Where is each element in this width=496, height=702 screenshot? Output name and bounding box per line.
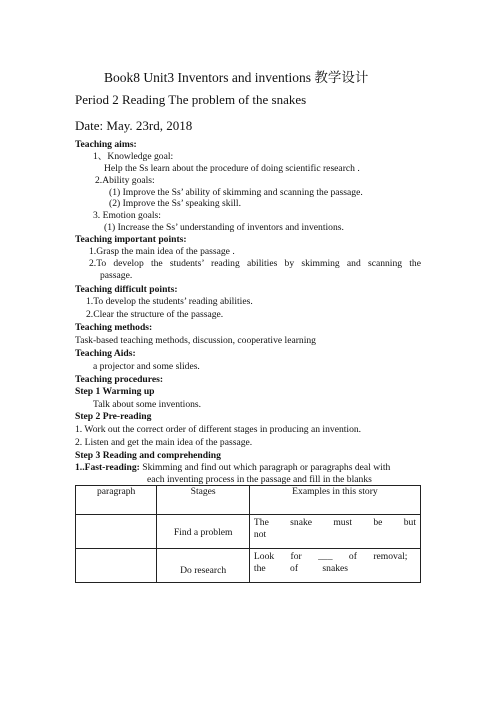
cell-stage: [157, 515, 250, 549]
aims-knowledge-text: Help the Ss learn about the procedure of doing scientific research .: [104, 163, 360, 174]
step2-item-2: 2. Listen and get the main idea of the passage.: [75, 437, 253, 448]
example-line-2: the of snakes: [253, 563, 348, 574]
fast-reading-line: [75, 462, 390, 474]
table-header-row: [76, 486, 421, 515]
fast-reading-text-2: each inventing process in the passage and fill in the blanks: [147, 474, 372, 485]
cell-stage: [157, 549, 250, 583]
aims-knowledge-goal: 1、Knowledge goal:: [93, 151, 174, 162]
example-line-1: The snake must be but: [253, 517, 416, 528]
example-line-2: not: [253, 529, 267, 540]
cell-example: [249, 515, 420, 549]
cell-paragraph[interactable]: [76, 549, 157, 583]
stage-label: Find a problem: [173, 527, 233, 538]
aims-ability-1: (1) Improve the Ss’ ability of skimming and scanning the passage.: [109, 187, 363, 198]
cell-example: [249, 549, 420, 583]
period-line: Period 2 Reading The problem of the snakes: [75, 92, 307, 107]
methods-heading: Teaching methods:: [75, 322, 153, 333]
table-row: [76, 549, 421, 583]
header-paragraph: paragraph: [76, 486, 157, 515]
difficult-point-1: 1.To develop the students’ reading abilities.: [86, 296, 253, 307]
procedures-heading: Teaching procedures:: [75, 374, 164, 385]
aids-text: a projector and some slides.: [93, 361, 200, 372]
step3-heading: Step 3 Reading and comprehending: [75, 450, 221, 461]
table-row: [76, 515, 421, 549]
important-heading: Teaching important points:: [75, 234, 187, 245]
date-line: Date: May. 23rd, 2018: [75, 118, 193, 133]
aims-ability-2: (2) Improve the Ss’ speaking skill.: [109, 198, 241, 209]
methods-text: Task-based teaching methods, discussion, cooperative learning: [75, 335, 316, 346]
fast-reading-text: Skimming and find out which paragraph or paragraphs deal with: [139, 462, 391, 473]
aims-ability-goals: 2.Ability goals:: [95, 175, 155, 186]
difficult-point-2: 2.Clear the structure of the passage.: [86, 309, 224, 320]
fast-reading-label: 1..Fast-reading:: [75, 462, 140, 473]
important-point-1: 1.Grasp the main idea of the passage .: [89, 246, 235, 257]
step1-heading: Step 1 Warming up: [75, 386, 155, 397]
document-title: Book8 Unit3 Inventors and inventions 教学设计: [104, 70, 369, 85]
aims-emotion-1: (1) Increase the Ss’ understanding of inventors and inventions.: [104, 222, 344, 233]
aims-heading: Teaching aims:: [75, 139, 137, 150]
stages-table: [75, 485, 421, 583]
aims-emotion-goals: 3. Emotion goals:: [93, 210, 161, 221]
aids-heading: Teaching Aids:: [75, 348, 136, 359]
cell-paragraph[interactable]: [76, 515, 157, 549]
important-point-2-cont: passage.: [100, 270, 133, 281]
step2-item-1: 1. Work out the correct order of different stages in producing an invention.: [75, 424, 362, 435]
header-examples: Examples in this story: [249, 486, 420, 515]
step1-text: Talk about some inventions.: [93, 399, 202, 410]
difficult-heading: Teaching difficult points:: [75, 284, 178, 295]
stage-label: Do research: [180, 565, 227, 576]
header-stages: Stages: [157, 486, 250, 515]
important-point-2: 2.To develop the students’ reading abilities by skimming and scanning the: [89, 258, 421, 269]
example-line-1: Look for ___ of removal;: [253, 551, 408, 562]
step2-heading: Step 2 Pre-reading: [75, 411, 152, 422]
